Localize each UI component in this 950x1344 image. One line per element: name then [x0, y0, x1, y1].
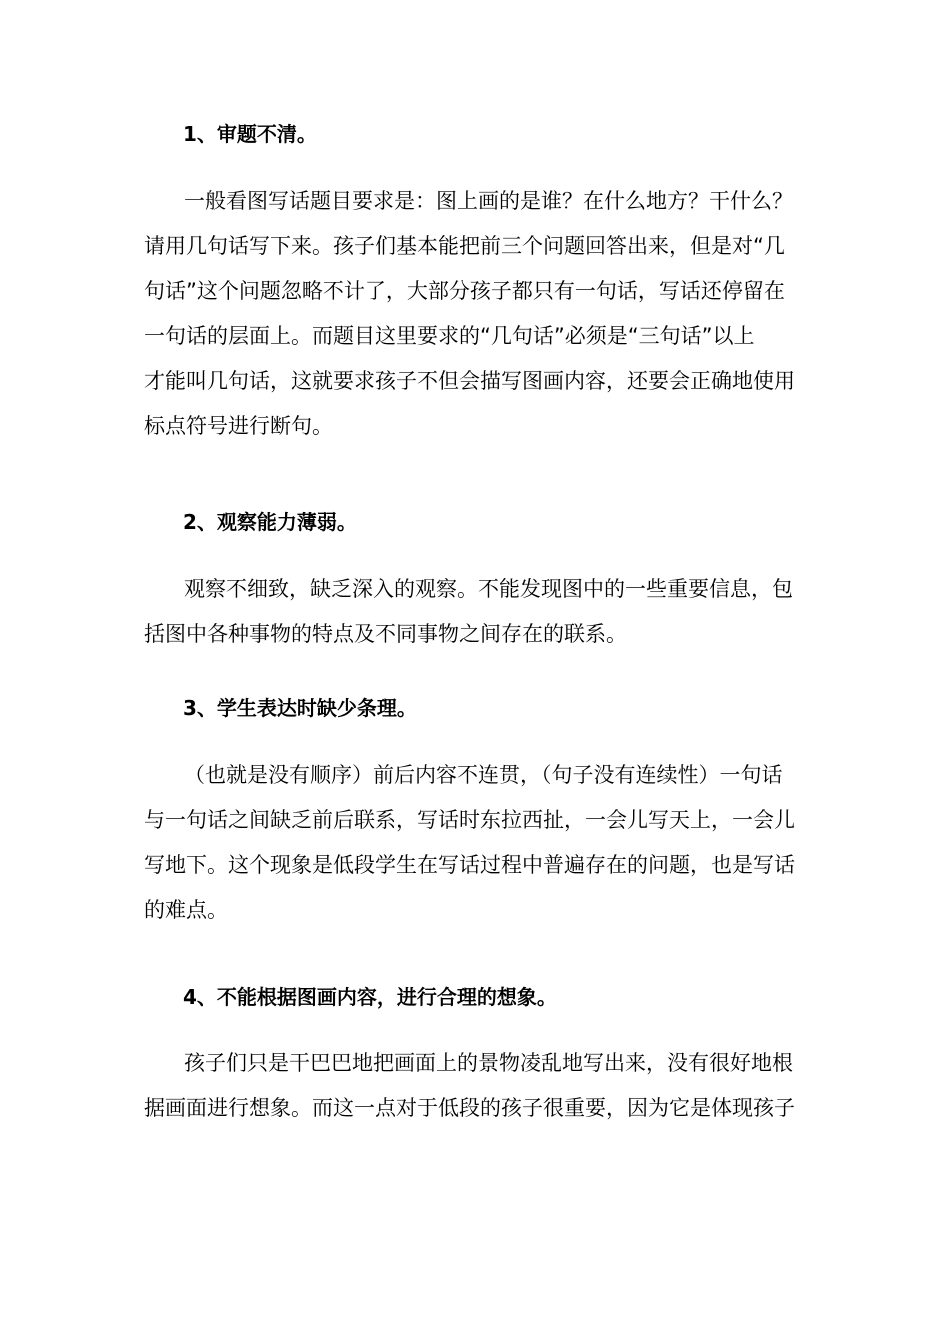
- section-2-line-2: 括图中各种事物的特点及不同事物之间存在的联系。: [144, 622, 627, 646]
- section-1-line-3: 句话”这个问题忽略不计了，大部分孩子都只有一句话，写话还停留在: [144, 279, 785, 303]
- section-1-line-4: 一句话的层面上。而题目这里要求的“几句话”必须是“三句话”以上: [144, 324, 755, 348]
- section-1-line-5: 才能叫几句话，这就要求孩子不但会描写图画内容，还要会正确地使用: [144, 369, 795, 393]
- section-2-paragraph: [144, 567, 809, 657]
- section-1-heading: 1、审题不清。: [183, 122, 317, 146]
- section-3-line-4: 的难点。: [144, 898, 228, 922]
- section-4-paragraph: [144, 1041, 809, 1131]
- section-4-heading: 4、不能根据图画内容，进行合理的想象。: [183, 985, 557, 1009]
- section-2-heading: 2、观察能力薄弱。: [183, 510, 357, 534]
- section-4-line-1: 孩子们只是干巴巴地把画面上的景物凌乱地写出来，没有很好地根: [184, 1051, 793, 1075]
- section-3-heading: 3、学生表达时缺少条理。: [183, 696, 417, 720]
- section-3-line-2: 与一句话之间缺乏前后联系，写话时东拉西扯，一会儿写天上，一会儿: [144, 808, 795, 832]
- section-1-paragraph: [144, 179, 809, 449]
- section-4-line-2: 据画面进行想象。而这一点对于低段的孩子很重要，因为它是体现孩子: [144, 1096, 795, 1120]
- section-2-line-1: 观察不细致，缺乏深入的观察。不能发现图中的一些重要信息，包: [184, 577, 793, 601]
- section-1-line-1: 一般看图写话题目要求是：图上画的是谁？在什么地方？干什么？: [184, 189, 793, 213]
- section-3-line-1: （也就是没有顺序）前后内容不连贯，（句子没有连续性）一句话: [184, 763, 783, 787]
- section-1-line-2: 请用几句话写下来。孩子们基本能把前三个问题回答出来，但是对“几: [144, 234, 785, 258]
- section-3-paragraph: [144, 753, 809, 933]
- section-3-line-3: 写地下。这个现象是低段学生在写话过程中普遍存在的问题，也是写话: [144, 853, 795, 877]
- section-1-line-6: 标点符号进行断句。: [144, 414, 333, 438]
